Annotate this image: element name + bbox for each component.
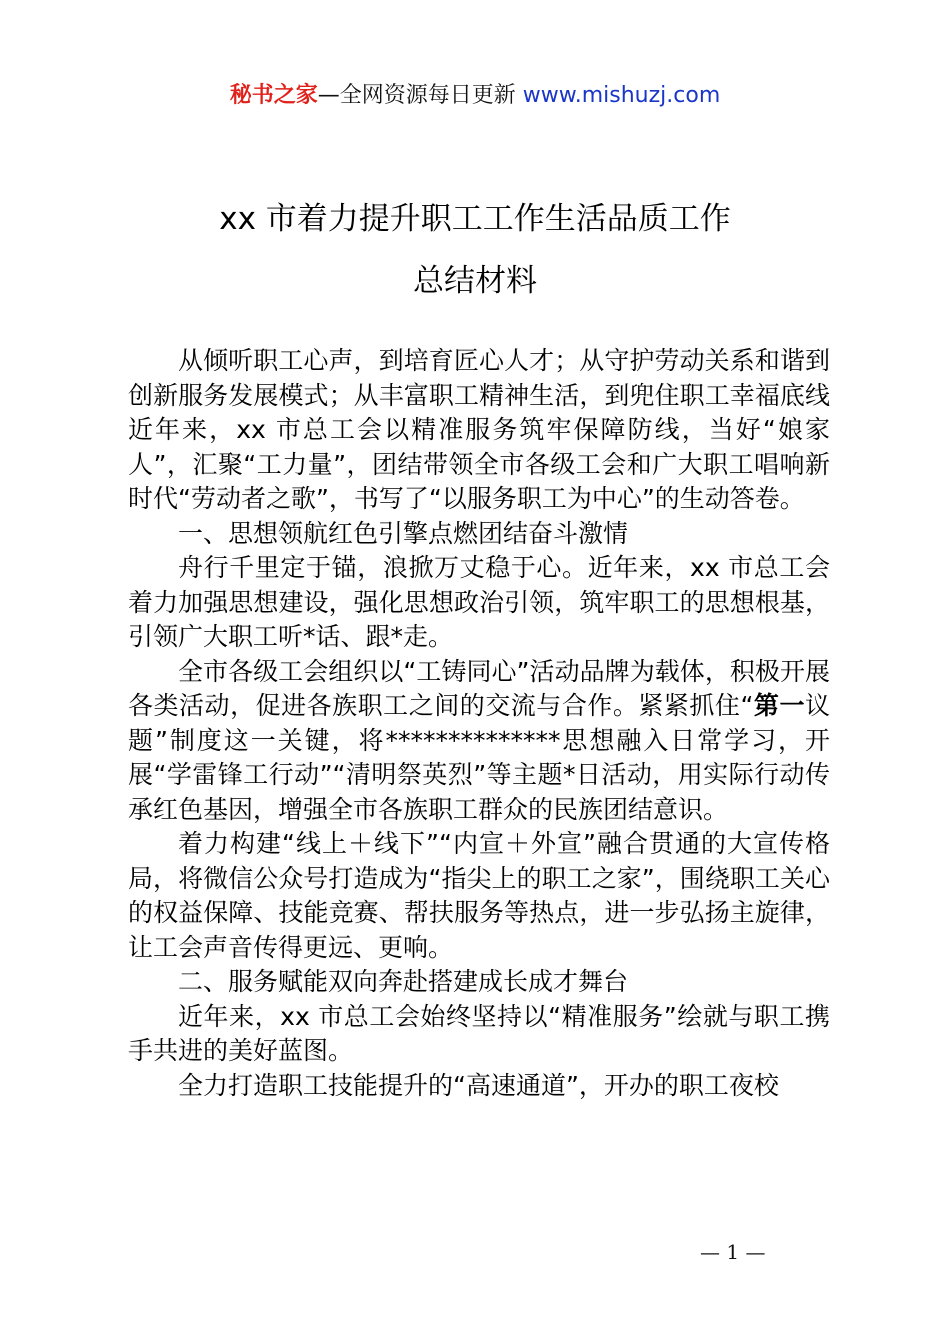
page-number: — 1 — (700, 1240, 766, 1264)
paragraph: 近年来，xx 市总工会始终坚持以“精准服务”绘就与职工携手共进的美好蓝图。 (128, 1001, 830, 1065)
section-heading-1: 一、思想领航红色引擎点燃团结奋斗激情 (178, 518, 629, 548)
site-tagline: —全网资源每日更新 (317, 83, 516, 108)
paragraph (128, 655, 830, 828)
paragraph-text: 议题”制度这一关键，将**************思想融入日常学习，开展“学雷锋工行动”“清明祭英烈”等主题*日活动，用实际行动传承红色基因，增强全市各族职工群众的民族团结意识。 (128, 691, 830, 824)
bold-text: 第一 (753, 691, 805, 720)
title-line-1: xx 市着力提升职工工作生活品质工作 (219, 201, 731, 237)
document-title (0, 188, 950, 312)
site-header (0, 80, 950, 112)
site-url-link[interactable]: www.mishuzj.com (522, 83, 721, 108)
paragraph: 全力打造职工技能提升的“高速通道”，开办的职工夜校 (178, 1070, 779, 1100)
paragraph: 着力构建“线上＋线下”“内宣＋外宣”融合贯通的大宣传格局，将微信公众号打造成为“指尖上的职工之家”，围绕职工关心的权益保障、技能竞赛、帮扶服务等热点，进一步弘扬主旋律，让工会声音传得更远、更响。 (128, 829, 830, 962)
paragraph-text: 全市各级工会组织以“工铸同心”活动品牌为载体，积极开展各类活动，促进各族职工之间的交流与合作。紧紧抓住“ (128, 656, 830, 720)
site-brand: 秘书之家 (229, 83, 318, 108)
paragraph: 舟行千里定于锚，浪掀万丈稳于心。近年来，xx 市总工会着力加强思想建设，强化思想政治引领，筑牢职工的思想根基，引领广大职工听*话、跟*走。 (128, 553, 830, 651)
section-heading-2: 二、服务赋能双向奔赴搭建成长成才舞台 (178, 967, 629, 996)
title-line-2: 总结材料 (413, 263, 537, 299)
paragraph-intro: 从倾听职工心声，到培育匠心人才；从守护劳动关系和谐到创新服务发展模式；从丰富职工精神生活，到兜住职工幸福底线近年来，xx 市总工会以精准服务筑牢保障防线，当好“娘家人”，汇聚“工力量”，团结带领全市各级工会和广大职工唱响新时代“劳动者之歌”，书写了“以服务职工为中心”的生动答卷。 (128, 346, 830, 513)
document-body (128, 344, 830, 1103)
